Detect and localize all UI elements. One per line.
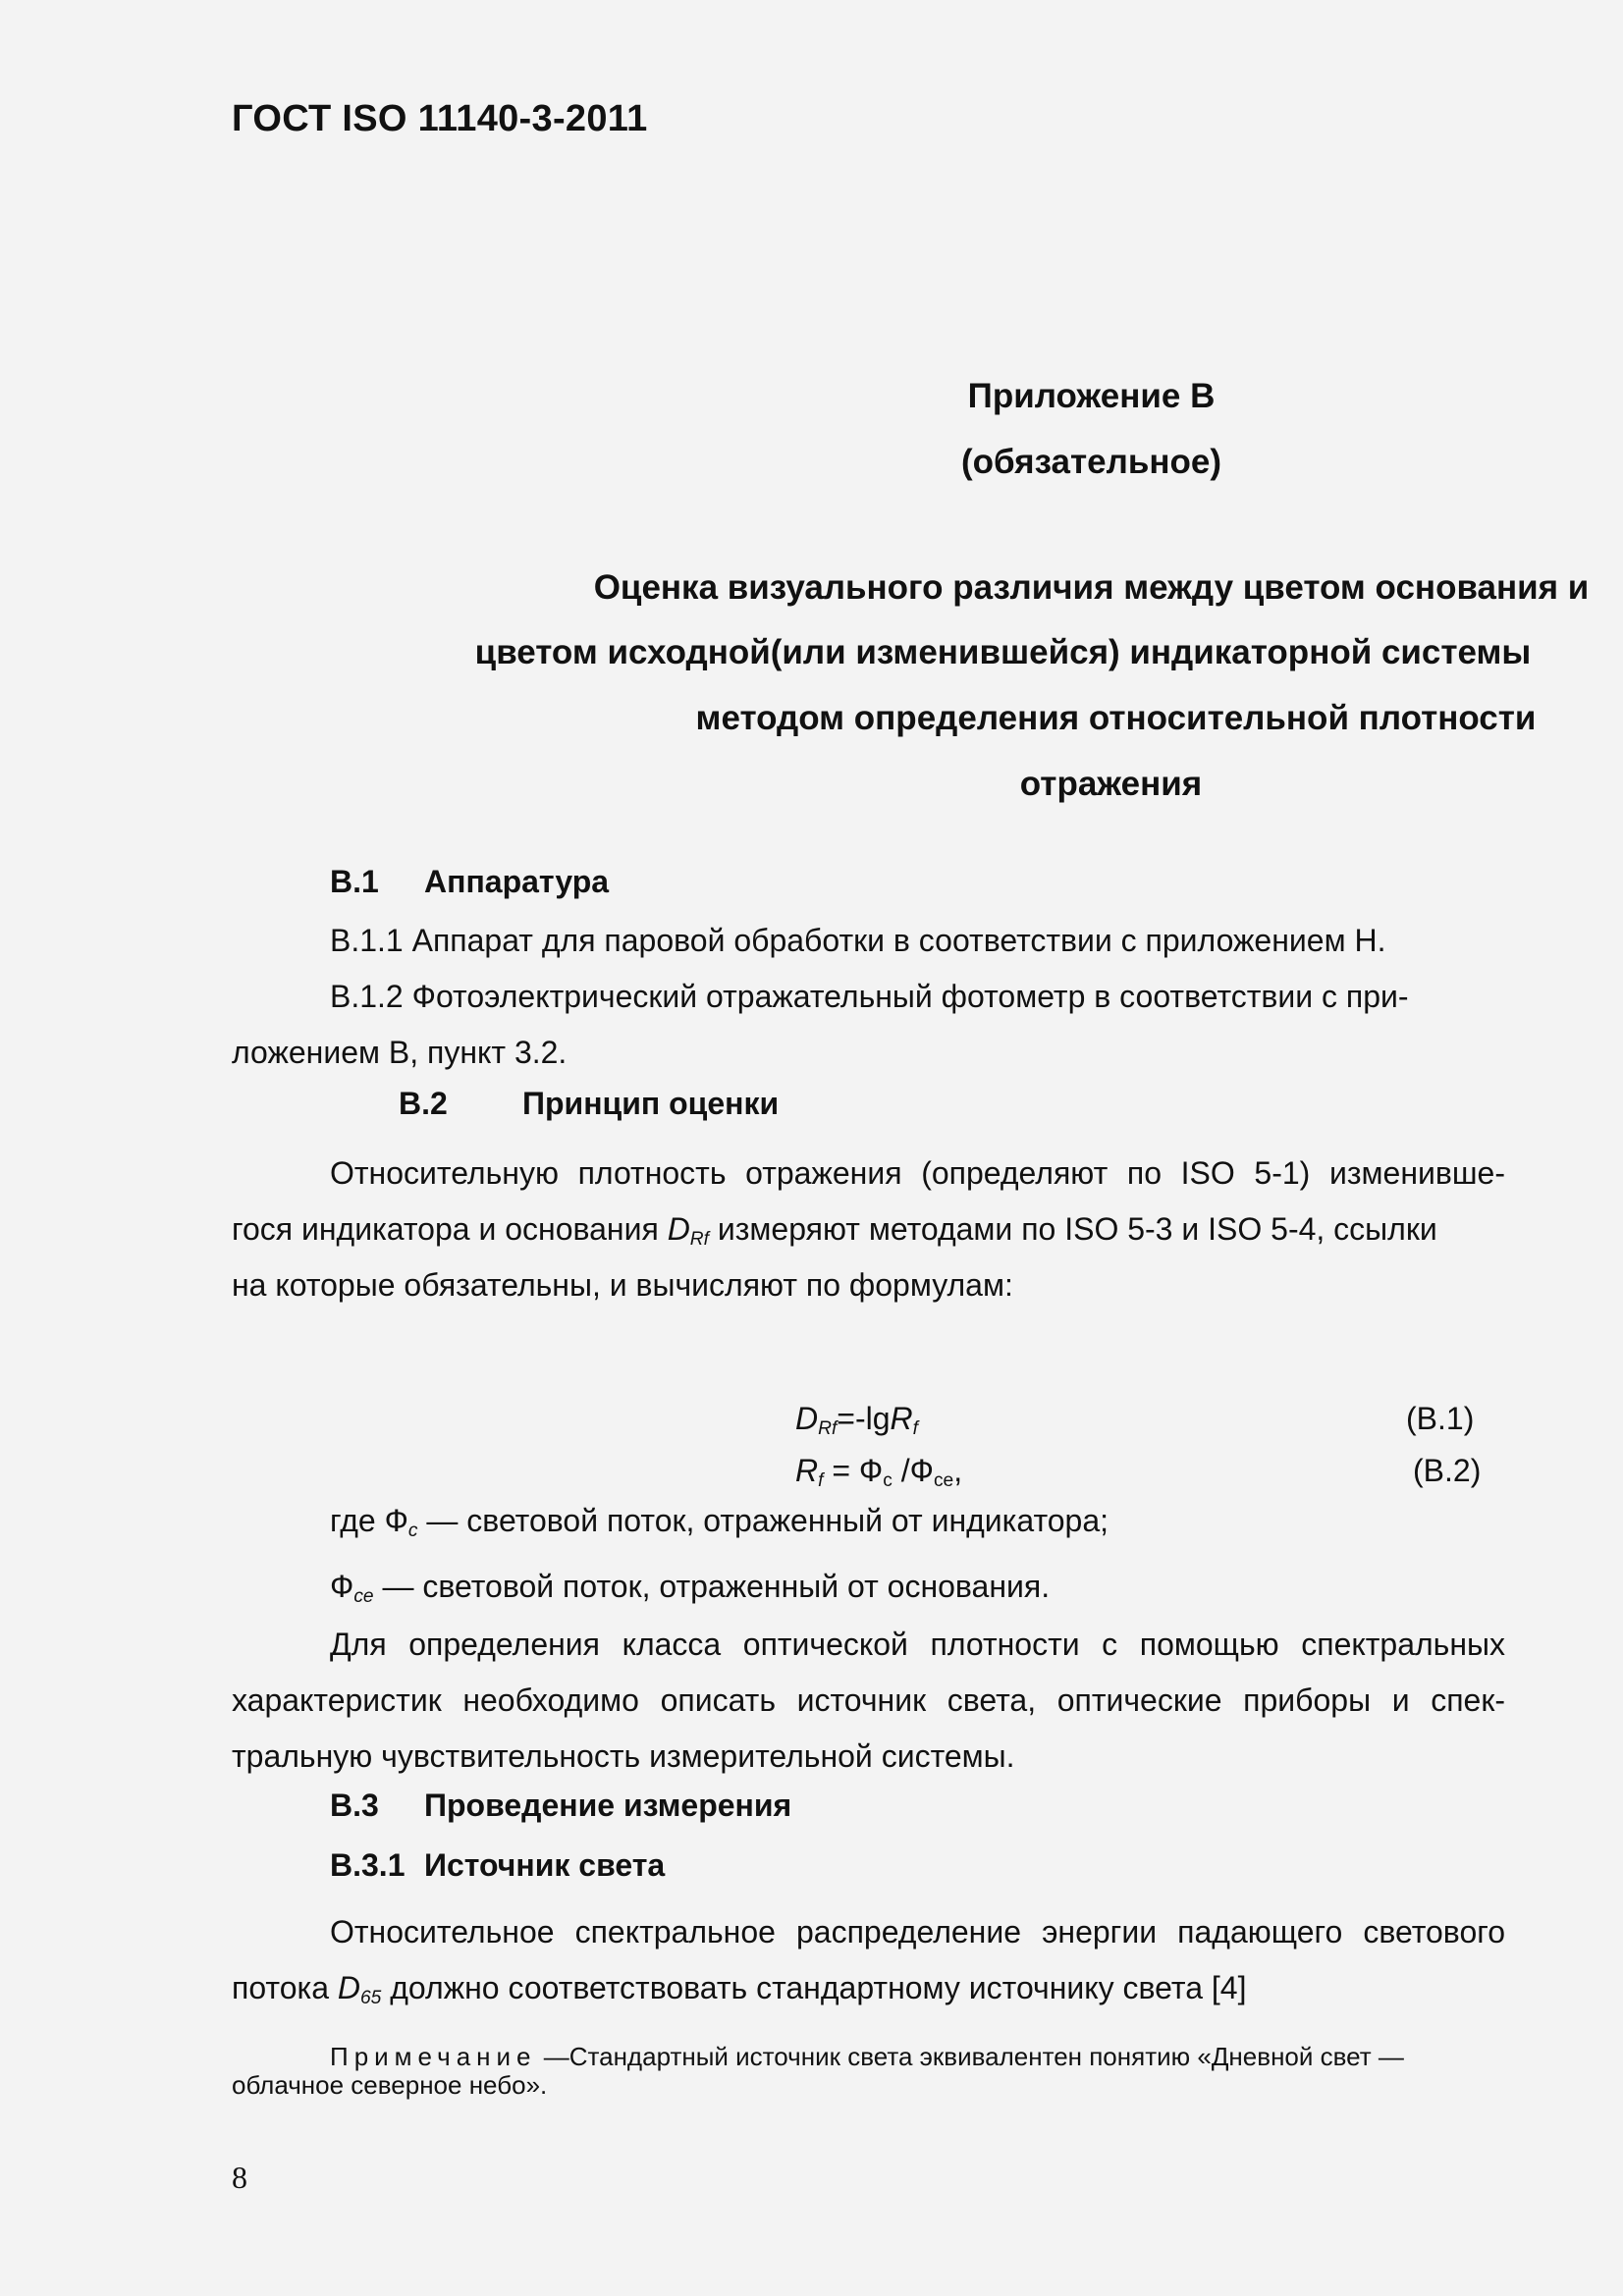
- page-number: 8: [232, 2160, 247, 2195]
- section-b3-1-number: В.3.1: [330, 1847, 406, 1883]
- section-b2-number: В.2: [399, 1086, 448, 1121]
- section-b3-number: В.3: [330, 1788, 379, 1823]
- section-b3-title: Проведение измерения: [424, 1788, 792, 1823]
- paragraph-b2-2-line-2: характеристик необходимо описать источник света, оптические приборы и спек-: [232, 1682, 1505, 1718]
- paragraph-b1-1: В.1.1 Аппарат для паровой обработки в соответствии с приложением Н.: [330, 923, 1386, 958]
- formula-b1: $D_{Rf}=-\lg R_f$: [795, 1401, 918, 1439]
- paragraph-b3-1-line-1: Относительное спектральное распределение энергии падающего светового: [330, 1914, 1505, 1949]
- paragraph-b2-1-line-2: гося индикатора и основания $D_{Rf}$ измеряют методами по ISO 5-3 и ISO 5-4, ссылки: [232, 1211, 1437, 1250]
- where-line-1: где $Ф_c$ — световой поток, отраженный от индикатора;: [330, 1503, 1109, 1541]
- paragraph-b2-1-line-1: Относительную плотность отражения (определяют по ISO 5-1) изменивше-: [330, 1155, 1505, 1191]
- note-line-2: облачное северное небо».: [232, 2070, 548, 2100]
- appendix-title-line-4: отражения: [1019, 765, 1203, 803]
- document-header: ГОСТ ISO 11140-3-2011: [232, 98, 648, 139]
- where-line-2: $Ф_{ce}$ — световой поток, отраженный от основания.: [330, 1569, 1051, 1607]
- paragraph-b2-1-line-3: на которые обязательны, и вычисляют по формулам:: [232, 1267, 1013, 1303]
- formula-b2-number: (В.2): [1413, 1453, 1482, 1488]
- appendix-title-line-3: методом определения относительной плотности: [695, 699, 1537, 737]
- section-b2-title: Принцип оценки: [522, 1086, 780, 1121]
- formula-b2: $R_f = Ф_c$ $/Ф_{ce}$,: [795, 1453, 963, 1491]
- appendix-title-line-1: Оценка визуального различия между цветом основания и: [593, 568, 1590, 607]
- section-b1-number: В.1: [330, 864, 379, 899]
- note-line-1: Примечание —Стандартный источник света эквивалентен понятию «Дневной свет —: [330, 2042, 1404, 2071]
- formula-b1-number: (В.1): [1406, 1401, 1475, 1436]
- section-b1-title: Аппаратура: [424, 864, 610, 899]
- appendix-title-line-2: цветом исходной(или изменившейся) индикаторной системы: [474, 633, 1532, 671]
- paragraph-b1-2-line-2: ложением В, пункт 3.2.: [232, 1035, 568, 1070]
- paragraph-b2-2-line-1: Для определения класса оптической плотности с помощью спектральных: [330, 1627, 1505, 1662]
- paragraph-b1-2-line-1: В.1.2 Фотоэлектрический отражательный фотометр в соответствии с при-: [330, 979, 1409, 1014]
- appendix-label: Приложение В: [967, 377, 1216, 415]
- paragraph-b2-2-line-3: тральную чувствительность измерительной системы.: [232, 1738, 1015, 1774]
- paragraph-b3-1-line-2: потока $D_{65}$ должно соответствовать стандартному источнику света [4]: [232, 1970, 1247, 2008]
- appendix-status: (обязательное): [960, 443, 1221, 481]
- section-b3-1-title: Источник света: [424, 1847, 666, 1883]
